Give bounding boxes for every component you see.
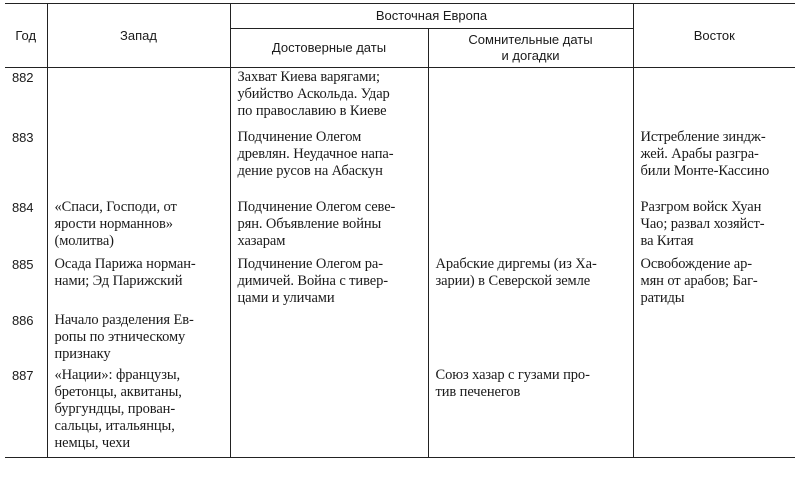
cell-line: жей. Арабы разгра- (640, 145, 759, 162)
header-year: Год (5, 4, 47, 68)
cell-line: Арабские диргемы (из Ха- (435, 255, 597, 272)
cell-line: Освобождение ар- (640, 255, 753, 272)
doubtful-dates-cell (428, 128, 633, 198)
cell-line: «Спаси, Господи, от (54, 198, 177, 215)
reliable-dates-cell (230, 198, 428, 255)
cell-line: дение русов на Абаскун (237, 162, 383, 179)
header-west: Запад (47, 4, 230, 68)
west-cell (47, 311, 230, 366)
header-doubtful-dates (428, 29, 633, 68)
reliable-dates-cell (230, 68, 428, 128)
east-cell (633, 68, 795, 128)
cell-line: Чао; развал хозяйст- (640, 215, 765, 232)
cell-line: нами; Эд Парижский (54, 272, 183, 289)
cell-line: Разгром войск Хуан (640, 198, 762, 215)
doubtful-dates-cell (428, 255, 633, 311)
header-doubtful-line2: и догадки (501, 48, 560, 64)
west-cell (47, 68, 230, 128)
west-cell (47, 128, 230, 198)
cell-line: немцы, чехи (54, 434, 131, 451)
header-east-europe: Восточная Европа (230, 4, 633, 29)
east-cell (633, 128, 795, 198)
cell-line: Подчинение Олегом ра- (237, 255, 383, 272)
east-cell (633, 255, 795, 311)
reliable-dates-cell (230, 311, 428, 366)
reliable-dates-cell (230, 255, 428, 311)
table-body (5, 68, 795, 458)
cell-line: по православию в Киеве (237, 103, 387, 119)
west-cell (47, 198, 230, 255)
cell-line: Союз хазар с гузами про- (435, 366, 590, 383)
doubtful-dates-cell (428, 68, 633, 128)
cell-line: ропы по этническому (54, 328, 186, 345)
cell-line: Осада Парижа норман- (54, 255, 196, 272)
table-row (5, 198, 795, 255)
cell-line: ва Китая (640, 232, 694, 249)
cell-line: Подчинение Олегом (237, 128, 362, 145)
doubtful-dates-cell (428, 311, 633, 366)
reliable-dates-cell (230, 366, 428, 458)
cell-line: мян от арабов; Баг- (640, 272, 758, 289)
west-cell (47, 255, 230, 311)
cell-line: бретонцы, аквитаны, (54, 383, 182, 400)
cell-line: Захват Киева варягами; (237, 69, 380, 85)
table-row (5, 68, 795, 128)
cell-line: били Монте-Кассино (640, 162, 770, 179)
cell-line: рян. Объявление войны (237, 215, 382, 232)
cell-line: тив печенегов (435, 383, 521, 400)
table-row (5, 255, 795, 311)
doubtful-dates-cell (428, 366, 633, 458)
year-cell: 882 (12, 70, 34, 85)
header-doubtful-line1: Сомнительные даты (468, 32, 593, 48)
cell-line: Истребление зиндж- (640, 128, 766, 145)
cell-line: Начало разделения Ев- (54, 311, 194, 328)
header-east: Восток (633, 4, 795, 68)
cell-line: хазарам (237, 232, 286, 249)
cell-line: сальцы, итальянцы, (54, 417, 175, 434)
cell-line: Подчинение Олегом севе- (237, 198, 396, 215)
year-cell: 883 (12, 129, 34, 145)
east-cell (633, 366, 795, 458)
cell-line: ратиды (640, 289, 685, 306)
cell-line: димичей. Война с тивер- (237, 272, 388, 289)
west-cell (47, 366, 230, 458)
chronology-table (5, 3, 795, 458)
cell-line: зарии) в Северской земле (435, 272, 591, 289)
east-cell (633, 198, 795, 255)
cell-line: ярости норманнов» (54, 215, 173, 232)
cell-line: бургундцы, прован- (54, 400, 176, 417)
doubtful-dates-cell (428, 198, 633, 255)
cell-line: древлян. Неудачное напа- (237, 145, 394, 162)
table-row (5, 366, 795, 458)
cell-line: цами и уличами (237, 289, 335, 306)
cell-line: признаку (54, 345, 111, 362)
year-cell: 887 (5, 366, 47, 458)
cell-line: (молитва) (54, 232, 114, 249)
year-cell: 886 (12, 312, 34, 328)
year-cell: 885 (12, 256, 34, 272)
cell-line: «Нации»: французы, (54, 366, 180, 383)
table-row (5, 128, 795, 198)
table-row (5, 311, 795, 366)
reliable-dates-cell (230, 128, 428, 198)
year-cell: 884 (12, 199, 34, 215)
header-reliable-dates: Достоверные даты (230, 29, 428, 68)
cell-line: убийство Аскольда. Удар (237, 86, 390, 102)
east-cell (633, 311, 795, 366)
